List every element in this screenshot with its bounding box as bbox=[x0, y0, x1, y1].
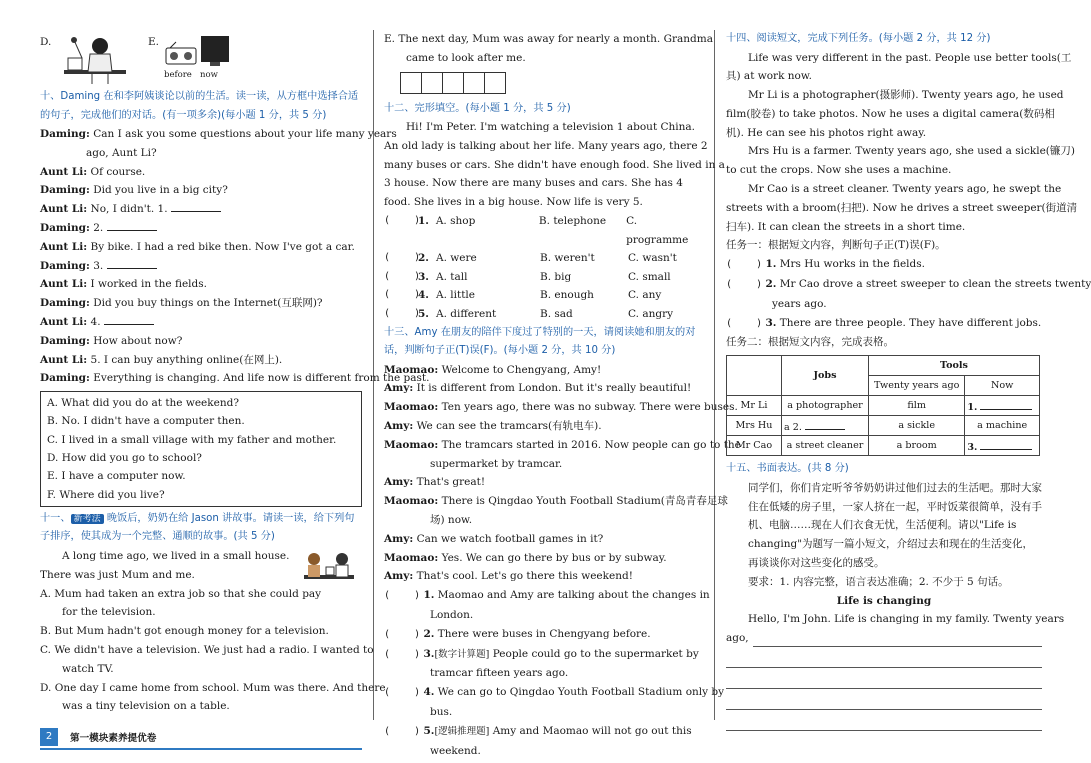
story-line: C. We didn't have a television. We just had a radio. I wanted to bbox=[40, 643, 374, 656]
essay-start: Hello, I'm John. Life is changing in my family. Twenty years bbox=[748, 613, 1065, 626]
choice-row[interactable]: ( ) 2. A. were B. weren't C. wasn't bbox=[384, 252, 677, 265]
dialog-line: ago, Aunt Li? bbox=[86, 146, 157, 159]
tf-question[interactable]: ( ) 2. There were buses in Chengyang before. bbox=[384, 627, 651, 640]
story-line: D. One day I came home from school. Mum was there. And there bbox=[40, 681, 386, 694]
dialog-line: supermarket by tramcar. bbox=[430, 457, 563, 470]
dialog-line: Everything is changing. And life now is different from the past. bbox=[93, 372, 430, 385]
cloze-line: 3 house. Now there are many buses and cars. She has 4 bbox=[384, 177, 683, 190]
answer-blank-3[interactable] bbox=[107, 257, 157, 269]
passage-line: 扫车). It can clean the streets in a short time. bbox=[726, 220, 966, 233]
story-line: B. But Mum hadn't got enough money for a television. bbox=[40, 625, 329, 638]
essay-title: Life is changing bbox=[836, 594, 932, 607]
now-header: Now bbox=[965, 376, 1040, 396]
now-label: now bbox=[200, 70, 218, 80]
choice-row[interactable]: ( ) 3. A. tall B. big C. small bbox=[384, 270, 671, 283]
section-15-title: 十五、书面表达。(共 8 分) bbox=[726, 463, 849, 475]
dialog-line: Did you buy things on the Internet(互联网)? bbox=[93, 297, 323, 310]
footer-bar bbox=[40, 748, 362, 750]
tf-questions-13: ( ) 1. Maomao and Amy are talking about the changes in London. ( ) 2. There were buses in Chengyang before. ( ) 3.[数字计算题] People could go to the supermarket by tramcar fifteen years ago. ( ) 4. We can go to Qingdao Youth Football Stadium only by bus. ( ) 5.[逻辑推理题] Amy and Maomao will not go out this weekend. bbox=[384, 586, 702, 760]
story-line: was a tiny television on a table. bbox=[62, 700, 230, 713]
passage-line: streets with a broom(扫把). Now he drives a street sweeper(街道清 bbox=[726, 201, 1078, 214]
cloze-line: Hi! I'm Peter. I'm watching a television 1 about China. bbox=[406, 121, 696, 134]
writing-line[interactable] bbox=[726, 689, 1042, 710]
dialog-line: The tramcars started in 2016. Now people can go to the bbox=[441, 438, 741, 451]
passage-14 bbox=[726, 49, 1078, 237]
dialog-line: Welcome to Chengyang, Amy! bbox=[441, 363, 602, 376]
story-option-e-cont: came to look after me. bbox=[406, 51, 526, 64]
answer-box[interactable] bbox=[421, 72, 442, 94]
speaker: Daming: bbox=[40, 259, 90, 272]
answer-box[interactable] bbox=[400, 72, 421, 94]
task-1-title: 任务一：根据短文内容，判断句子正(T)误(F)。 bbox=[726, 239, 946, 252]
column-divider bbox=[714, 30, 715, 720]
option: D. How did you go to school? bbox=[47, 452, 202, 465]
answer-cell-3[interactable]: 3. bbox=[965, 436, 1040, 456]
speaker: Daming: bbox=[40, 221, 90, 234]
section-11-title bbox=[40, 510, 362, 547]
tf-question[interactable]: ( ) 3.[数字计算题] People could go to the supermarket by bbox=[384, 647, 699, 660]
writing-line[interactable] bbox=[726, 710, 1042, 731]
dialog-line: 2. bbox=[93, 221, 104, 234]
dialog-line: Did you live in a big city? bbox=[93, 184, 228, 197]
essay-requirements: 要求：1. 内容完整，语言表达准确；2. 不少于 5 句话。 bbox=[748, 575, 1009, 588]
dialog-line: Of course. bbox=[90, 165, 146, 178]
tools-table bbox=[726, 355, 1040, 456]
dialog-10 bbox=[40, 125, 430, 388]
option: F. Where did you live? bbox=[47, 488, 165, 501]
speaker: Aunt Li: bbox=[40, 203, 88, 216]
answer-cell-1[interactable]: 1. bbox=[965, 396, 1040, 416]
passage-line: to cut the crops. Now she uses a machine. bbox=[726, 164, 952, 177]
answer-blank-2[interactable] bbox=[107, 219, 157, 231]
column-right: 十四、阅读短文，完成下列任务。(每小题 2 分，共 12 分) Life was very different in the past. People use better tools(工 具) at work now. Mr Li is a photographer(摄影师). Twenty years ago, he used film(胶卷) to take photos. Now he uses a digital camera(数码相 机). He can see his photos right away. Mrs Hu is a farmer. Twenty years ago, she used a sickle(镰刀) to cut the crops. Now she uses a machine. Mr Cao is a street cleaner. Twenty years ago, he swept the streets with a broom(扫把). Now he drives a street sweeper(街道清 扫车). It can clean the streets in a short time. 任务一：根据短文内容，判断句子正(T)误(F)。 ( ) 1. Mrs Hu works in the fields. ( ) 2. Mr Cao drove a street sweeper to clean the streets twenty years ago. ( ) 3. There are three people. They have different jobs. 任务二：根据短文内容，完成表格。 Jobs Tools Twenty years ago Now Mr Li a photographer film 1. Mrs Hu a 2. a sickle a machine Mr Cao a street cleaner a broom 3. 十五、书面表达。(共 8 分) 同学们，你们肯定听爷爷奶奶讲过他们过去的生活吧。那时大家住在低矮的房子里，一家人挤在一起，平时饭菜很简单，没有手机、电脑……现在人们衣食无忧，生活便利。请以"Life is changing"为题写一篇小短文，介绍过去和现在的生活变化，再谈谈你对这些变化的感受。 要求：1. 内容完整，语言表达准确；2. 不少于 5 句话。 Life is changing Hello, I'm John. Life is changing in my family. Twenty years ago, bbox=[726, 30, 1042, 731]
choice-row[interactable]: ( ) 1. A. shop B. telephone C. programme bbox=[384, 215, 689, 246]
radio-icon bbox=[164, 42, 198, 66]
speaker: Aunt Li: bbox=[40, 165, 88, 178]
answer-box[interactable] bbox=[442, 72, 463, 94]
new-method-tag: 新考法 bbox=[71, 514, 104, 524]
dialog-line: How about now? bbox=[93, 334, 183, 347]
table-row: Mr Cao a street cleaner a broom 3. bbox=[727, 436, 1040, 456]
page-footer bbox=[40, 728, 362, 748]
dialog-line: It is different from London. But it's really beautiful! bbox=[416, 382, 692, 395]
passage-line: 机). He can see his photos right away. bbox=[726, 126, 927, 139]
dialog-line: I worked in the fields. bbox=[90, 278, 207, 291]
dialog-line: Ten years ago, there was no subway. There were buses. bbox=[441, 401, 738, 414]
speaker: Aunt Li: bbox=[40, 240, 88, 253]
footer-title: 第一模块素养提优卷 bbox=[70, 733, 157, 744]
option: E. I have a computer now. bbox=[47, 470, 186, 483]
table-row: Mrs Hu a 2. a sickle a machine bbox=[727, 416, 1040, 436]
passage-line: Mrs Hu is a farmer. Twenty years ago, she used a sickle(镰刀) bbox=[748, 145, 1076, 158]
tf-question[interactable]: ( ) 1. Maomao and Amy are talking about the changes in bbox=[384, 589, 710, 602]
answer-cell-2[interactable]: a 2. bbox=[782, 416, 869, 436]
dialog-line: 场) now. bbox=[430, 514, 473, 527]
story-option-e: E. The next day, Mum was away for nearly a month. Grandma bbox=[384, 33, 713, 45]
option-d-label: D. bbox=[40, 36, 52, 48]
option: A. What did you do at the weekend? bbox=[47, 397, 239, 410]
cloze-line: An old lady is talking about her life. Many years ago, there 2 bbox=[384, 139, 708, 152]
dialog-line: No, I didn't. 1. bbox=[90, 203, 168, 216]
answer-blank-4[interactable] bbox=[104, 313, 154, 325]
tf-question[interactable]: ( ) 4. We can go to Qingdao Youth Football Stadium only by bbox=[384, 686, 725, 699]
speaker: Daming: bbox=[40, 297, 90, 310]
option-e-label: E. bbox=[148, 36, 160, 48]
section-11-text: 晚饭后，奶奶在给 Jason 讲故事。请读一读，给下列句子排序，使其成为一个完整、通顺的故事。(共 5 分) bbox=[40, 512, 355, 543]
option: B. No. I didn't have a computer then. bbox=[47, 415, 245, 428]
dialog-line: 3. bbox=[93, 259, 104, 272]
passage-line: Mr Li is a photographer(摄影师). Twenty years ago, he used bbox=[748, 89, 1064, 102]
choice-row[interactable]: ( ) 4. A. little B. enough C. any bbox=[384, 289, 662, 302]
writing-line[interactable]: ago, bbox=[726, 629, 1042, 647]
tf-question[interactable]: ( ) 3. There are three people. They have different jobs. bbox=[726, 316, 1042, 329]
answer-box[interactable] bbox=[463, 72, 484, 94]
dialog-line: That's cool. Let's go there this weekend! bbox=[416, 570, 633, 583]
speaker: Aunt Li: bbox=[40, 353, 88, 366]
tools-header: Tools bbox=[869, 356, 1040, 376]
dialog-line: There is Qingdao Youth Football Stadium(青岛青春足球 bbox=[441, 495, 728, 508]
table-row: Mr Li a photographer film 1. bbox=[727, 396, 1040, 416]
column-middle bbox=[384, 30, 741, 760]
tf-question[interactable]: ( ) 2. Mr Cao drove a street sweeper to clean the streets twenty bbox=[726, 278, 1091, 291]
dialog-line: 4. bbox=[90, 315, 101, 328]
jobs-header: Jobs bbox=[782, 356, 869, 396]
column-left bbox=[40, 30, 430, 716]
passage-line: film(胶卷) to take photos. Now he uses a digital camera(数码相 bbox=[726, 107, 1055, 120]
story-line: A. Mum had taken an extra job so that she could pay bbox=[40, 587, 322, 600]
television-icon bbox=[200, 34, 230, 68]
section-10-title: 十、Daming 在和李阿姨谈论以前的生活。读一读，从方框中选择合适的句子，完成他们的对话。(有一项多余)(每小题 1 分，共 5 分) bbox=[40, 91, 359, 121]
dialog-line: Can we watch football games in it? bbox=[416, 532, 604, 545]
story-line: A long time ago, we lived in a small house. bbox=[62, 549, 290, 562]
speaker: Aunt Li: bbox=[40, 315, 88, 328]
family-illustration bbox=[300, 549, 358, 589]
tf-question[interactable]: ( ) 1. Mrs Hu works in the fields. bbox=[726, 258, 925, 271]
speaker: Aunt Li: bbox=[40, 278, 88, 291]
essay-prompt: 同学们，你们肯定听爷爷奶奶讲过他们过去的生活吧。那时大家住在低矮的房子里，一家人挤在一起，平时饭菜很简单，没有手机、电脑……现在人们衣食无忧，生活便利。请以"Life is changing"为题写一篇小短文，介绍过去和现在的生活变化，再谈谈你对这些变化的感受。 bbox=[748, 481, 1042, 569]
choice-row[interactable]: ( ) 5. A. different B. sad C. angry bbox=[384, 308, 674, 321]
option: C. I lived in a small village with my father and mother. bbox=[47, 433, 337, 446]
options-box bbox=[40, 391, 362, 507]
story-line: for the television. bbox=[62, 606, 156, 619]
dialog-line: 5. I can buy anything online(在网上). bbox=[90, 353, 283, 366]
section-11-prefix: 十一、 bbox=[40, 512, 71, 524]
dialog-line: By bike. I had a red bike then. Now I've got a car. bbox=[90, 240, 355, 253]
passage-line: 具) at work now. bbox=[726, 70, 812, 83]
passage-line: Life was very different in the past. People use better tools(工 bbox=[748, 51, 1072, 64]
ago-header: Twenty years ago bbox=[869, 376, 965, 396]
dialog-line: We can see the tramcars(有轨电车). bbox=[416, 420, 602, 433]
story-block bbox=[40, 547, 386, 716]
dialog-13: Maomao: Welcome to Chengyang, Amy! Amy: It is different from London. But it's really beautiful! Maomao: Ten years ago, there was no subway. There were buses. Amy: We can see the tramcars(有轨电车). Maomao: The tramcars started in 2016. Now people can go to the supermarket by tramcar. Amy: That's great! Maomao: There is Qingdao Youth Football Stadium(青岛青春足球 场) now. Amy: Can we watch football games in it? Maomao: Yes. We can go there by bus or by subway. Amy: That's cool. Let's go there this weekend! bbox=[384, 363, 741, 583]
task-2-title: 任务二：根据短文内容，完成表格。 bbox=[726, 336, 894, 349]
dialog-line: That's great! bbox=[416, 476, 486, 489]
story-line: There was just Mum and me. bbox=[40, 568, 195, 581]
speaker: Daming: bbox=[40, 334, 90, 347]
passage-line: Mr Cao is a street cleaner. Twenty years ago, he swept the bbox=[748, 183, 1062, 196]
section-12-title: 十二、完形填空。(每小题 1 分，共 5 分) bbox=[384, 102, 571, 114]
answer-box[interactable] bbox=[484, 72, 506, 94]
section-14-title: 十四、阅读短文，完成下列任务。(每小题 2 分，共 12 分) bbox=[726, 33, 991, 44]
cloze-line: many buses or cars. She didn't have enough food. She lived in a bbox=[384, 158, 725, 171]
speaker: Daming: bbox=[40, 372, 90, 385]
speaker: Daming: bbox=[40, 184, 90, 197]
speaker: Daming: bbox=[40, 128, 90, 140]
dialog-line: Can I ask you some questions about your life many years bbox=[93, 128, 397, 140]
writing-line[interactable] bbox=[726, 647, 1042, 668]
cloze-choices bbox=[384, 212, 702, 324]
tf-question[interactable]: ( ) 5.[逻辑推理题] Amy and Maomao will not go out this bbox=[384, 724, 692, 737]
writing-line[interactable] bbox=[726, 668, 1042, 689]
picture-options bbox=[40, 30, 362, 88]
girl-computer-illustration bbox=[62, 32, 128, 86]
story-line: watch TV. bbox=[62, 662, 114, 675]
answer-blank-1[interactable] bbox=[171, 200, 221, 212]
order-answer-boxes[interactable] bbox=[400, 72, 702, 94]
page-number: 2 bbox=[40, 728, 58, 746]
dialog-line: Yes. We can go there by bus or by subway. bbox=[441, 551, 667, 564]
cloze-line: food. She lives in a big house. Now life is very 5. bbox=[384, 196, 643, 209]
section-13-title: 十三、Amy 在朋友的陪伴下度过了特别的一天，请阅读她和朋友的对话，判断句子正(T)误(F)。(每小题 2 分，共 10 分) bbox=[384, 326, 696, 357]
before-label: before bbox=[164, 70, 192, 80]
